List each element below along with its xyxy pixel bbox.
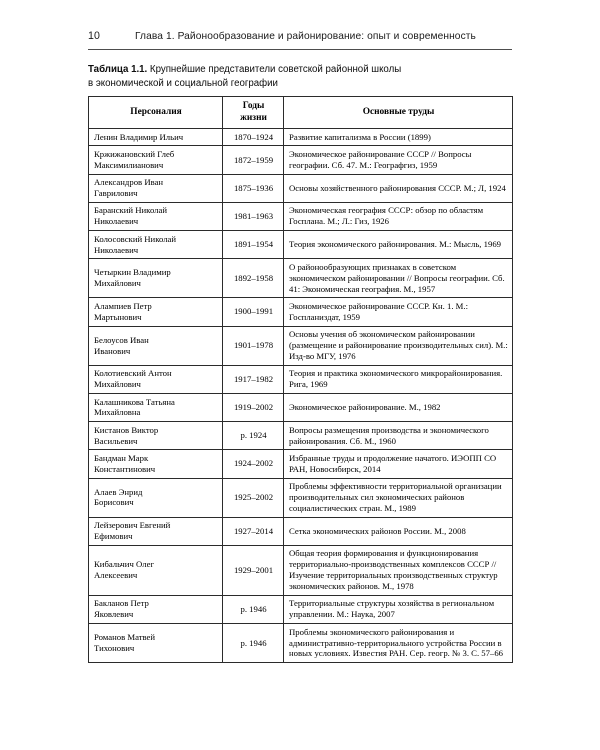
table-row xyxy=(89,545,513,595)
table-row xyxy=(89,298,513,326)
table-container xyxy=(88,96,512,663)
cell-person xyxy=(89,478,223,517)
column-header-years-line2: жизни xyxy=(240,112,267,123)
person-line-1: Алампиев Петр xyxy=(94,301,152,311)
cell-person xyxy=(89,174,223,202)
header-rule xyxy=(88,49,512,50)
cell-person xyxy=(89,326,223,365)
table-row xyxy=(89,259,513,298)
cell-years: 1872–1959 xyxy=(223,146,284,174)
table-header-row xyxy=(89,97,513,129)
column-header-years-line1: Годы xyxy=(242,101,265,111)
table-caption-line1: Крупнейшие представители советской районной школы xyxy=(147,64,402,75)
cell-works: Общая теория формирования и функционирования территориально-производственных комплексов СССР // Изучение территориальных производственных структур экономических районов. М., 1978 xyxy=(284,545,513,595)
person-line-2: Мартынович xyxy=(94,311,142,322)
person-line-1: Бандман Марк xyxy=(94,452,149,463)
person-line-1: Колосовский Николай xyxy=(94,233,177,244)
column-header-years xyxy=(223,97,284,129)
table-header xyxy=(89,97,513,129)
cell-years: 1981–1963 xyxy=(223,202,284,230)
table-row xyxy=(89,326,513,365)
cell-years: 1891–1954 xyxy=(223,231,284,259)
table-row xyxy=(89,146,513,174)
cell-works: Теория экономического районирования. М.: Мысль, 1969 xyxy=(284,231,513,259)
cell-works: Проблемы эффективности территориальной организации производительных сил экономических районов социалистических стран. М., 1989 xyxy=(284,478,513,517)
person-line-2: Борисович xyxy=(94,497,134,508)
person-line-2: Алексеевич xyxy=(94,570,138,581)
persons-table xyxy=(88,96,513,663)
person-line-1: Кистанов Виктор xyxy=(94,424,159,435)
cell-works: Экономическое районирование СССР // Вопросы географии. Сб. 47. М.: Географгиз, 1959 xyxy=(284,146,513,174)
cell-person xyxy=(89,231,223,259)
column-header-works: Основные труды xyxy=(284,97,513,129)
table-row xyxy=(89,595,513,623)
page-number: 10 xyxy=(88,30,100,42)
cell-years: 1924–2002 xyxy=(223,450,284,478)
running-head xyxy=(88,30,512,42)
table-caption-label: Таблица 1.1. xyxy=(88,64,148,75)
cell-works: Сетка экономических районов России. М., 2008 xyxy=(284,517,513,545)
cell-works: Теория и практика экономического микрорайонирования. Рига, 1969 xyxy=(284,365,513,393)
cell-person xyxy=(89,624,223,663)
table-row xyxy=(89,478,513,517)
person-line-2: Ефимович xyxy=(94,531,133,542)
cell-years: 1870–1924 xyxy=(223,129,284,146)
cell-works: Основы хозяйственного районирования СССР. М.; Л, 1924 xyxy=(284,174,513,202)
person-line-1: Четыркин Владимир xyxy=(94,267,171,278)
cell-person xyxy=(89,422,223,450)
person-line-2: Максимилианович xyxy=(94,159,164,170)
person-line-2: Васильевич xyxy=(94,435,138,446)
person-line-1: Колотиевский Антон xyxy=(94,368,172,379)
person-line-2: Михайлович xyxy=(94,278,141,289)
cell-person xyxy=(89,393,223,421)
cell-years: 1919–2002 xyxy=(223,393,284,421)
person-line-1: Романов Матвей xyxy=(94,632,156,643)
person-line-2: Иванович xyxy=(94,345,131,356)
person-line-1: Калашникова Татьяна xyxy=(94,396,175,407)
cell-years: 1929–2001 xyxy=(223,545,284,595)
table-row xyxy=(89,202,513,230)
table-row xyxy=(89,129,513,146)
cell-years: 1900–1991 xyxy=(223,298,284,326)
cell-years: р. 1946 xyxy=(223,624,284,663)
cell-works: О районообразующих признаках в советском экономическом районировании // Вопросы географии. Сб. 41: Экономическая география. М., 1957 xyxy=(284,259,513,298)
person-line-1: Бакланов Петр xyxy=(94,598,149,609)
person-line-2: Михайлович xyxy=(94,379,141,390)
cell-works: Избранные труды и продолжение начатого. ИЭОПП СО РАН, Новосибирск, 2014 xyxy=(284,450,513,478)
person-line-1: Кибальчич Олег xyxy=(94,559,155,570)
cell-person xyxy=(89,595,223,623)
person-line-2: Константинович xyxy=(94,463,156,474)
person-line-2: Михайловна xyxy=(94,407,141,418)
cell-years: 1875–1936 xyxy=(223,174,284,202)
cell-person xyxy=(89,202,223,230)
chapter-title: Глава 1. Районообразование и районирование: опыт и современность xyxy=(135,31,476,42)
cell-works: Территориальные структуры хозяйства в региональном управлении. М.: Наука, 2007 xyxy=(284,595,513,623)
cell-works: Экономическое районирование СССР. Кн. 1. М.: Госпланиздат, 1959 xyxy=(284,298,513,326)
table-row xyxy=(89,624,513,663)
person-line-2: Яковлевич xyxy=(94,609,134,620)
person-line-1: Алаев Энрид xyxy=(94,486,143,497)
cell-person xyxy=(89,129,223,146)
cell-years: 1927–2014 xyxy=(223,517,284,545)
cell-works: Основы учения об экономическом районировании (размещение и районирование производительных сил). М.: Изд-во МГУ, 1976 xyxy=(284,326,513,365)
cell-person xyxy=(89,146,223,174)
table-row xyxy=(89,517,513,545)
cell-person xyxy=(89,450,223,478)
person-line-1: Баранский Николай xyxy=(94,205,168,216)
table-row xyxy=(89,450,513,478)
cell-works: Экономическая география СССР: обзор по областям Госплана. М.; Л.: Гиз, 1926 xyxy=(284,202,513,230)
person-line-2: Гаврилович xyxy=(94,188,138,199)
table-caption-line2: в экономической и социальной географии xyxy=(88,77,278,89)
table-row xyxy=(89,422,513,450)
cell-years: р. 1924 xyxy=(223,422,284,450)
cell-person xyxy=(89,298,223,326)
column-header-person: Персоналия xyxy=(89,97,223,129)
table-row xyxy=(89,365,513,393)
cell-person xyxy=(89,517,223,545)
person-line-2: Николаевич xyxy=(94,216,139,227)
person-line-1: Белоусов Иван xyxy=(94,334,149,345)
table-row xyxy=(89,393,513,421)
person-line-1: Александров Иван xyxy=(94,177,164,188)
cell-years: 1892–1958 xyxy=(223,259,284,298)
cell-works: Проблемы экономического районирования и административно-территориального устройства России в новых условиях. Известия РАН. Сер. геогр. № 3. С. 57–66 xyxy=(284,624,513,663)
cell-works: Экономическое районирование. М., 1982 xyxy=(284,393,513,421)
person-line-2: Тихонович xyxy=(94,643,135,654)
table-body xyxy=(89,129,513,663)
cell-years: р. 1946 xyxy=(223,595,284,623)
person-line-1: Лейзерович Евгений xyxy=(94,520,171,531)
table-row xyxy=(89,174,513,202)
cell-person xyxy=(89,259,223,298)
cell-person xyxy=(89,365,223,393)
cell-years: 1901–1978 xyxy=(223,326,284,365)
person-line-1: Кржижановский Глеб xyxy=(94,149,175,160)
cell-person xyxy=(89,545,223,595)
person-line-1: Ленин Владимир Ильич xyxy=(94,131,184,142)
cell-works: Вопросы размещения производства и экономического районирования. Сб. М., 1960 xyxy=(284,422,513,450)
cell-years: 1917–1982 xyxy=(223,365,284,393)
cell-years: 1925–2002 xyxy=(223,478,284,517)
table-caption xyxy=(88,63,514,90)
cell-works: Развитие капитализма в России (1899) xyxy=(284,129,513,146)
person-line-2: Николаевич xyxy=(94,244,139,255)
table-row xyxy=(89,231,513,259)
